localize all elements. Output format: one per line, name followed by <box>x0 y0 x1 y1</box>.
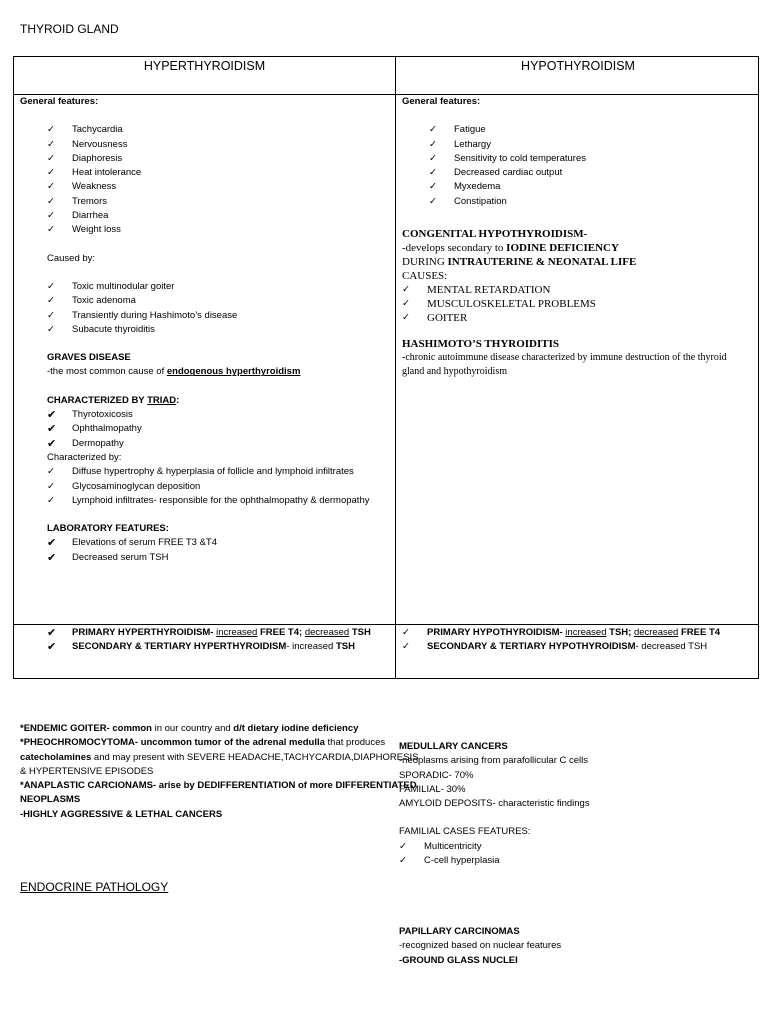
hypo-header: HYPOTHYROIDISM <box>521 59 635 73</box>
hypo-features-list <box>429 123 757 209</box>
triad-list <box>47 408 390 451</box>
comparison-table <box>13 56 759 679</box>
triad-title: CHARACTERIZED BY TRIAD: <box>47 394 180 406</box>
hypo-body <box>402 95 757 379</box>
triad-item: ✔ Ophthalmopathy <box>47 422 390 436</box>
hypo-primary-item: ✓ PRIMARY HYPOTHYROIDISM- increased TSH; decreased FREE T4 <box>402 626 757 640</box>
summary-divider <box>14 624 758 625</box>
hyper-header: HYPERTHYROIDISM <box>143 59 266 73</box>
hypo-causes-list <box>402 283 757 325</box>
hyper-feature-item: ✓ Diaphoresis <box>47 152 390 166</box>
papillary-title: PAPILLARY CARCINOMAS <box>399 926 520 937</box>
hyper-secondary-item: ✔ SECONDARY & TERTIARY HYPERTHYROIDISM- increased TSH <box>47 640 390 654</box>
hypo-feature-item: ✓ Sensitivity to cold temperatures <box>429 152 757 166</box>
column-divider <box>395 57 396 678</box>
aggressive-note: -HIGHLY AGGRESSIVE & LETHAL CANCERS <box>20 808 223 820</box>
papillary-block <box>399 925 749 968</box>
anaplastic-note: *ANAPLASTIC CARCIONAMS- arise by DEDIFFERENTIATION of more DIFFERENTIATED NEOPLASMS <box>20 780 417 806</box>
hyper-feature-item: ✓ Tremors <box>47 195 390 209</box>
characteristic-item: ✓ Diffuse hypertrophy & hyperplasia of follicle and lymphoid infiltrates <box>47 465 390 479</box>
pheo-note: *PHEOCHROMOCYTOMA- uncommon tumor of the adrenal medulla that produces catecholamines and may present with SEVERE HEADACHE,TACHYCARDIA,DIAPHORESIS & HYPERTENSIVE EPISODES <box>20 737 419 777</box>
hyper-features-list <box>47 123 390 237</box>
lab-item: ✔ Decreased serum TSH <box>47 551 390 565</box>
hyper-caused-label: Caused by: <box>47 252 96 264</box>
hyper-general-label: General features: <box>20 96 99 107</box>
hypo-cause-item: ✓ MENTAL RETARDATION <box>402 283 757 297</box>
hypo-feature-item: ✓ Myxedema <box>429 180 757 194</box>
hashimoto-title: HASHIMOTO’S THYROIDITIS <box>402 338 559 351</box>
familial-item: ✓ Multicentricity <box>399 840 749 854</box>
hyper-feature-item: ✓ Tachycardia <box>47 123 390 137</box>
hyper-cause-item: ✓ Subacute thyroiditis <box>47 323 390 337</box>
congenital-line2: DURING INTRAUTERINE & NEONATAL LIFE <box>402 256 637 269</box>
familial-item: ✓ C-cell hyperplasia <box>399 854 749 868</box>
hyper-feature-item: ✓ Heat intolerance <box>47 166 390 180</box>
hypo-summary <box>402 626 757 655</box>
page-title: THYROID GLAND <box>20 22 119 36</box>
medullary-line: -neoplasms arising from parafollicular C cells <box>399 755 589 767</box>
papillary-line2: -GROUND GLASS NUCLEI <box>399 954 518 966</box>
hyper-primary-item: ✔ PRIMARY HYPERTHYROIDISM- increased FREE T4; decreased TSH <box>47 626 390 640</box>
medullary-line: AMYLOID DEPOSITS- characteristic findings <box>399 798 590 810</box>
hyper-feature-item: ✓ Weight loss <box>47 223 390 237</box>
hyper-cause-item: ✓ Toxic adenoma <box>47 294 390 308</box>
medullary-line: SPORADIC- 70% <box>399 769 474 781</box>
characteristics-list <box>47 465 390 508</box>
hyper-feature-item: ✓ Diarrhea <box>47 209 390 223</box>
section-title-endocrine: ENDOCRINE PATHOLOGY <box>20 880 169 894</box>
hyper-summary <box>20 626 390 655</box>
medullary-title: MEDULLARY CANCERS <box>399 741 508 752</box>
medullary-line: FAMILIAL- 30% <box>399 783 466 795</box>
char-label: Characterized by: <box>47 451 122 463</box>
hypo-feature-item: ✓ Constipation <box>429 195 757 209</box>
familial-list <box>399 840 749 869</box>
hypo-cause-item: ✓ GOITER <box>402 311 757 325</box>
hypo-general-label: General features: <box>402 96 481 107</box>
characteristic-item: ✓ Glycosaminoglycan deposition <box>47 480 390 494</box>
hypo-causes-label: CAUSES: <box>402 270 448 283</box>
graves-desc: -the most common cause of endogenous hyperthyroidism <box>47 366 301 378</box>
congenital-title: CONGENITAL HYPOTHYROIDISM- <box>402 228 588 241</box>
triad-item: ✔ Dermopathy <box>47 437 390 451</box>
hyper-cause-item: ✓ Toxic multinodular goiter <box>47 280 390 294</box>
hyper-causes-list <box>47 280 390 337</box>
triad-item: ✔ Thyrotoxicosis <box>47 408 390 422</box>
hashimoto-desc: -chronic autoimmune disease characterized by immune destruction of the thyroid gland and hypothyroidism <box>402 352 727 378</box>
hypo-feature-item: ✓ Fatigue <box>429 123 757 137</box>
medullary-block <box>399 740 749 868</box>
lab-item: ✔ Elevations of serum FREE T3 &T4 <box>47 536 390 550</box>
papillary-line1: -recognized based on nuclear features <box>399 940 562 952</box>
lab-title: LABORATORY FEATURES: <box>47 523 169 535</box>
hypo-feature-item: ✓ Lethargy <box>429 138 757 152</box>
familial-label: FAMILIAL CASES FEATURES: <box>399 826 531 838</box>
hypo-secondary-item: ✓ SECONDARY & TERTIARY HYPOTHYROIDISM- decreased TSH <box>402 640 757 654</box>
lab-list <box>47 536 390 565</box>
endemic-note: *ENDEMIC GOITER- common in our country and d/t dietary iodine deficiency <box>20 723 359 734</box>
characteristic-item: ✓ Lymphoid infiltrates- responsible for the ophthalmopathy & dermopathy <box>47 494 390 508</box>
hyper-cause-item: ✓ Transiently during Hashimoto’s disease <box>47 309 390 323</box>
hypo-feature-item: ✓ Decreased cardiac output <box>429 166 757 180</box>
hyper-body <box>20 95 390 565</box>
graves-title: GRAVES DISEASE <box>47 352 131 364</box>
congenital-line1: -develops secondary to IODINE DEFICIENCY <box>402 242 619 255</box>
hypo-cause-item: ✓ MUSCULOSKELETAL PROBLEMS <box>402 297 757 311</box>
medullary-lines <box>399 754 749 811</box>
notes-block <box>20 722 420 822</box>
hyper-feature-item: ✓ Nervousness <box>47 138 390 152</box>
hyper-feature-item: ✓ Weakness <box>47 180 390 194</box>
